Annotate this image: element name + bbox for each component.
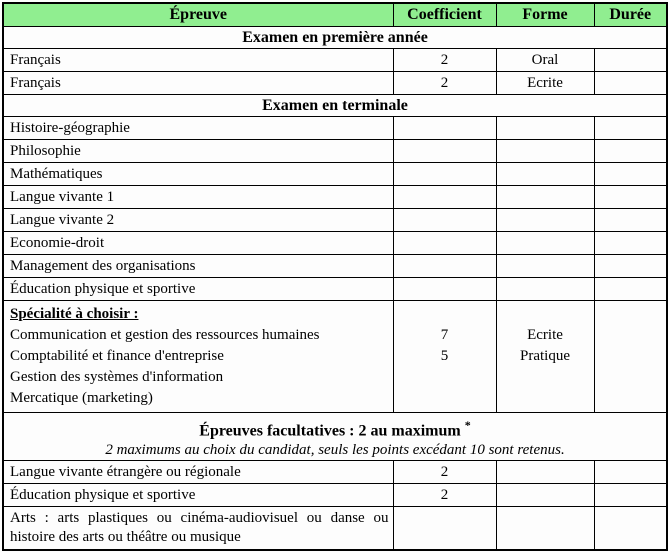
cell-forme: [496, 507, 594, 551]
column-header-duree: Durée: [594, 3, 667, 27]
cell-forme: Oral: [496, 49, 594, 72]
section-facultatives: [3, 413, 667, 461]
table-row: [3, 232, 667, 255]
cell-duree: [594, 49, 667, 72]
cell-epreuve: Mathématiques: [3, 163, 393, 186]
cell-forme: [496, 117, 594, 140]
table-row: [3, 140, 667, 163]
cell-coefficient: 2: [393, 72, 496, 95]
asterisk-note-marker: *: [464, 418, 471, 432]
cell-forme: [496, 484, 594, 507]
table-row: [3, 507, 667, 551]
cell-epreuve: Philosophie: [3, 140, 393, 163]
cell-epreuve: Langue vivante 1: [3, 186, 393, 209]
specialite-coefficient: 7: [440, 327, 449, 343]
cell-duree: [594, 163, 667, 186]
section-row-terminale: [3, 95, 667, 117]
table-row: [3, 461, 667, 484]
header-row: [3, 3, 667, 27]
cell-duree: [594, 461, 667, 484]
cell-coefficient: [393, 278, 496, 301]
cell-coefficient: [393, 163, 496, 186]
cell-duree: [594, 484, 667, 507]
cell-specialite-duree: [594, 301, 667, 413]
specialite-coefficient: 5: [440, 348, 449, 364]
cell-specialite: [3, 301, 393, 413]
spacer: [501, 304, 590, 325]
cell-epreuve: Langue vivante 2: [3, 209, 393, 232]
facultatives-note: 2 maximums au choix du candidat, seuls les points excédant 10 sont retenus.: [105, 442, 565, 459]
cell-coefficient: [393, 232, 496, 255]
cell-coefficient: 2: [393, 484, 496, 507]
cell-coefficient: [393, 255, 496, 278]
cell-epreuve: Français: [3, 49, 393, 72]
table-row: [3, 484, 667, 507]
table-row: [3, 255, 667, 278]
column-header-forme: Forme: [496, 3, 594, 27]
cell-coefficient: [393, 209, 496, 232]
cell-epreuve: Éducation physique et sportive: [3, 484, 393, 507]
table-row: [3, 186, 667, 209]
cell-forme: [496, 278, 594, 301]
section-row-facultatives: [3, 413, 667, 461]
cell-forme: [496, 140, 594, 163]
cell-epreuve: Français: [3, 72, 393, 95]
table-row: [3, 72, 667, 95]
cell-duree: [594, 72, 667, 95]
column-header-coefficient: Coefficient: [393, 3, 496, 27]
table-row: [3, 117, 667, 140]
column-header-epreuve: Épreuve: [3, 3, 393, 27]
section-row-premiere: [3, 27, 667, 49]
cell-coefficient: 2: [393, 461, 496, 484]
cell-coefficient: 2: [393, 49, 496, 72]
specialite-option: Comptabilité et finance d'entreprise: [10, 348, 224, 364]
cell-forme: [496, 461, 594, 484]
specialite-option: Gestion des systèmes d'information: [10, 369, 224, 385]
cell-duree: [594, 140, 667, 163]
cell-forme: [496, 186, 594, 209]
cell-forme: [496, 232, 594, 255]
cell-duree: [594, 117, 667, 140]
table-row: [3, 209, 667, 232]
specialite-option: Communication et gestion des ressources humaines: [10, 327, 320, 343]
cell-duree: [594, 186, 667, 209]
facultatives-title: Épreuves facultatives : 2 au maximum *: [199, 418, 471, 440]
cell-epreuve: Langue vivante étrangère ou régionale: [3, 461, 393, 484]
specialite-forme: Pratique: [520, 348, 570, 364]
exam-table: [2, 2, 668, 551]
specialite-option: Mercatique (marketing): [10, 390, 153, 406]
table-row: [3, 49, 667, 72]
section-title-premiere: Examen en première année: [3, 27, 667, 49]
table-row: [3, 278, 667, 301]
cell-coefficient: [393, 507, 496, 551]
cell-duree: [594, 278, 667, 301]
specialite-forme: Ecrite: [527, 327, 563, 343]
cell-forme: [496, 255, 594, 278]
cell-coefficient: [393, 117, 496, 140]
spacer: [398, 304, 492, 325]
cell-coefficient: [393, 140, 496, 163]
cell-epreuve: Arts : arts plastiques ou cinéma-audiovisuel ou danse ou histoire des arts ou théâtre ou musique: [3, 507, 393, 551]
cell-duree: [594, 255, 667, 278]
cell-specialite-formes: [496, 301, 594, 413]
cell-epreuve: Éducation physique et sportive: [3, 278, 393, 301]
cell-epreuve: Economie-droit: [3, 232, 393, 255]
cell-forme: [496, 209, 594, 232]
cell-coefficient: [393, 186, 496, 209]
cell-forme: Ecrite: [496, 72, 594, 95]
cell-epreuve: Management des organisations: [3, 255, 393, 278]
table-row: [3, 163, 667, 186]
specialite-row: [3, 301, 667, 413]
cell-duree: [594, 232, 667, 255]
cell-forme: [496, 163, 594, 186]
section-title-terminale: Examen en terminale: [3, 95, 667, 117]
specialite-title: Spécialité à choisir :: [10, 306, 139, 322]
cell-duree: [594, 507, 667, 551]
cell-epreuve: Histoire-géographie: [3, 117, 393, 140]
cell-duree: [594, 209, 667, 232]
cell-specialite-coefficients: [393, 301, 496, 413]
